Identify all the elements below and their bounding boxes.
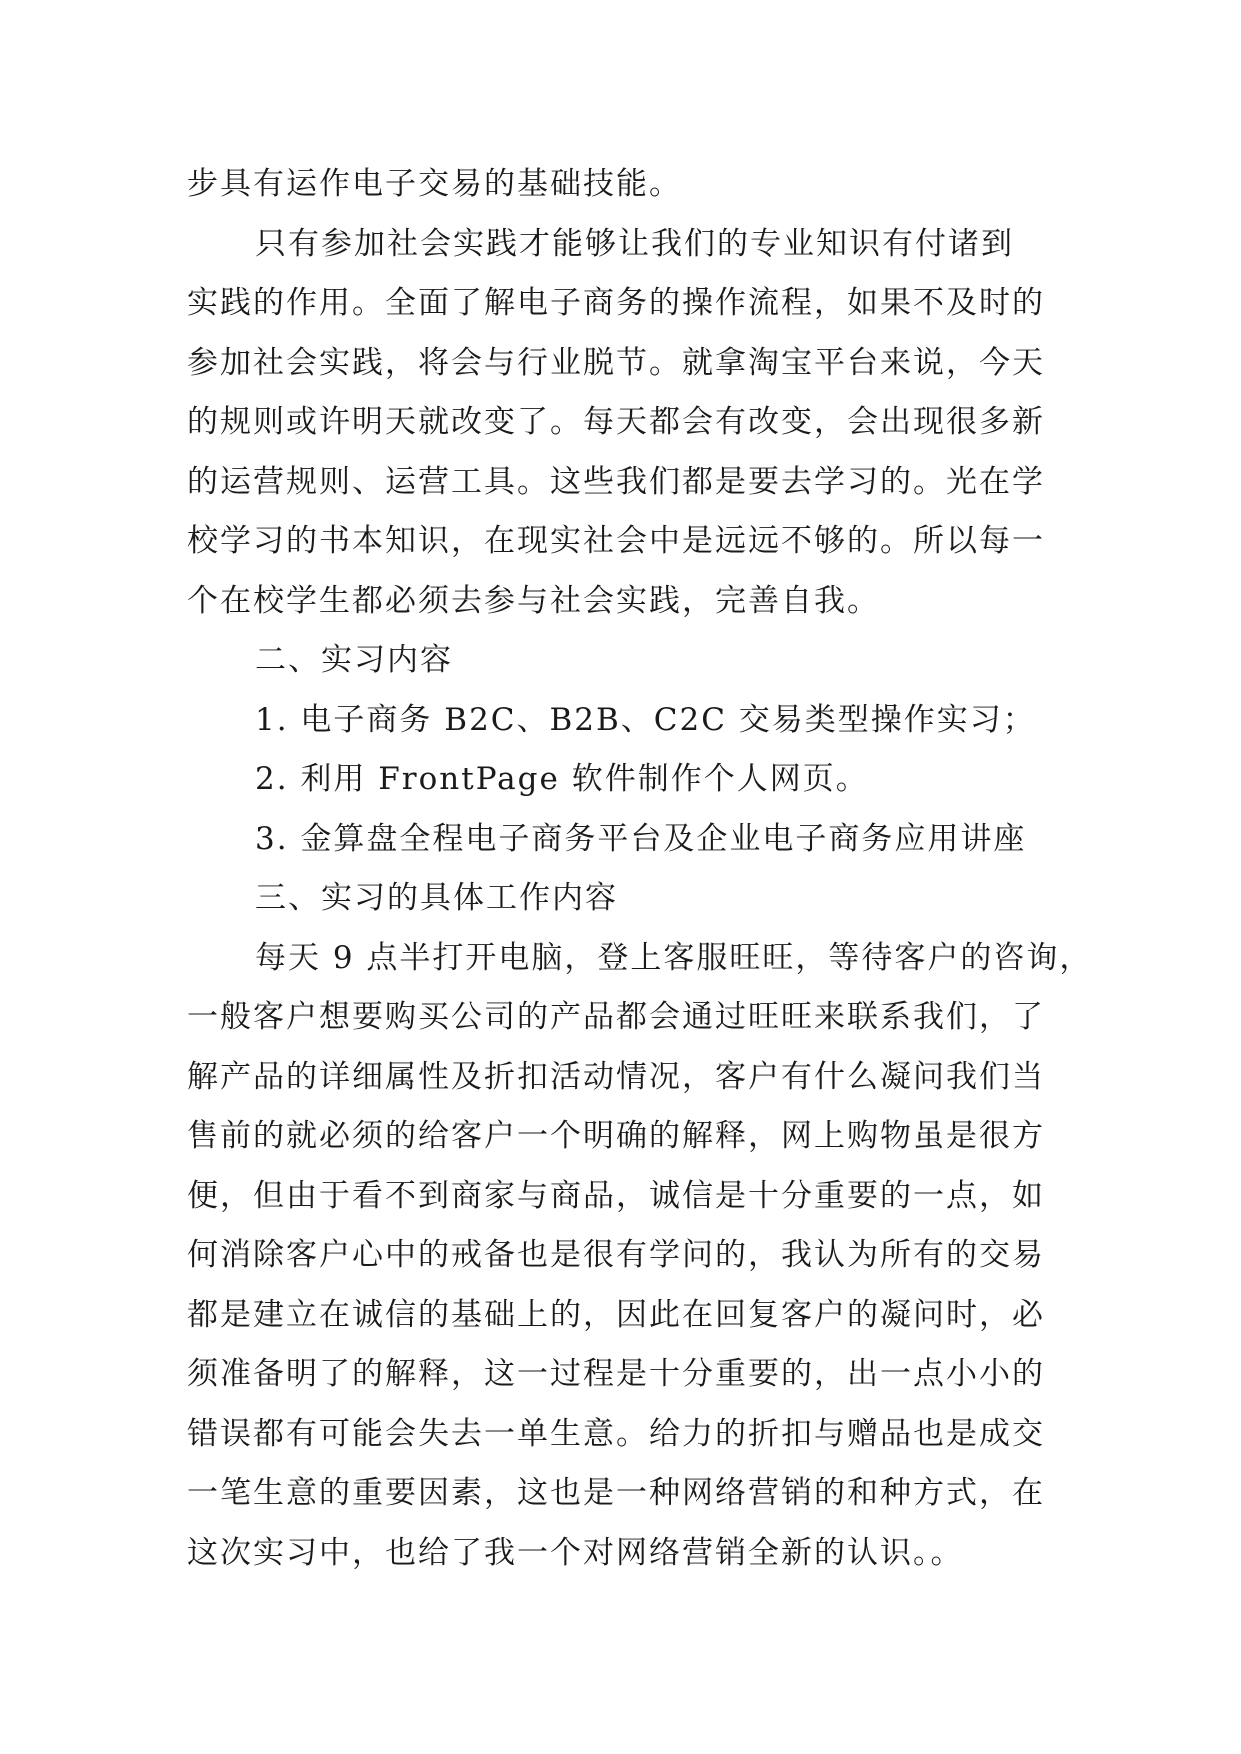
paragraph-first-line: 只有参加社会实践才能够让我们的专业知识有付诸到 <box>255 225 1014 262</box>
text-line: 的规则或许明天就改变了。每天都会有改变，会出现很多新 <box>187 404 1045 440</box>
text-line: 步具有运作电子交易的基础技能。 <box>187 166 682 202</box>
text-line: 错误都有可能会失去一单生意。给力的折扣与赠品也是成交 <box>187 1415 1045 1452</box>
text-line: 售前的就必须的给客户一个明确的解释，网上购物虽是很方 <box>187 1118 1045 1154</box>
text-line: 的运营规则、运营工具。这些我们都是要去学习的。光在学 <box>187 463 1045 500</box>
text-line: 何消除客户心中的戒备也是很有学问的，我认为所有的交易 <box>187 1237 1045 1273</box>
text-line: 须准备明了的解释，这一过程是十分重要的，出一点小小的 <box>187 1356 1045 1392</box>
body-text <box>187 155 1093 1583</box>
list-item: 3. 金算盘全程电子商务平台及企业电子商务应用讲座 <box>255 820 1027 857</box>
text-line: 这次实习中，也给了我一个对网络营销全新的认识。。 <box>187 1534 964 1571</box>
text-line: 一般客户想要购买公司的产品都会通过旺旺来联系我们，了 <box>187 999 1045 1035</box>
text-line: 校学习的书本知识，在现实社会中是远远不够的。所以每一 <box>187 523 1045 559</box>
text-line: 都是建立在诚信的基础上的，因此在回复客户的凝问时，必 <box>187 1296 1045 1333</box>
text-line: 参加社会实践，将会与行业脱节。就拿淘宝平台来说，今天 <box>187 344 1045 381</box>
paragraph-first-line: 每天 9 点半打开电脑，登上客服旺旺，等待客户的咨询， <box>255 939 1093 976</box>
text-line: 便，但由于看不到商家与商品，诚信是十分重要的一点，如 <box>187 1177 1045 1214</box>
text-line: 个在校学生都必须去参与社会实践，完善自我。 <box>187 582 880 619</box>
text-line: 一笔生意的重要因素，这也是一种网络营销的和种方式，在 <box>187 1475 1045 1511</box>
text-line: 实践的作用。全面了解电子商务的操作流程，如果不及时的 <box>187 285 1045 321</box>
section-heading: 二、实习内容 <box>255 642 453 678</box>
text-line: 解产品的详细属性及折扣活动情况，客户有什么凝问我们当 <box>187 1058 1045 1095</box>
section-heading: 三、实习的具体工作内容 <box>255 880 618 916</box>
list-item: 2. 利用 FrontPage 软件制作个人网页。 <box>255 761 869 797</box>
list-item: 1. 电子商务 B2C、B2B、C2C 交易类型操作实习； <box>255 701 1036 738</box>
